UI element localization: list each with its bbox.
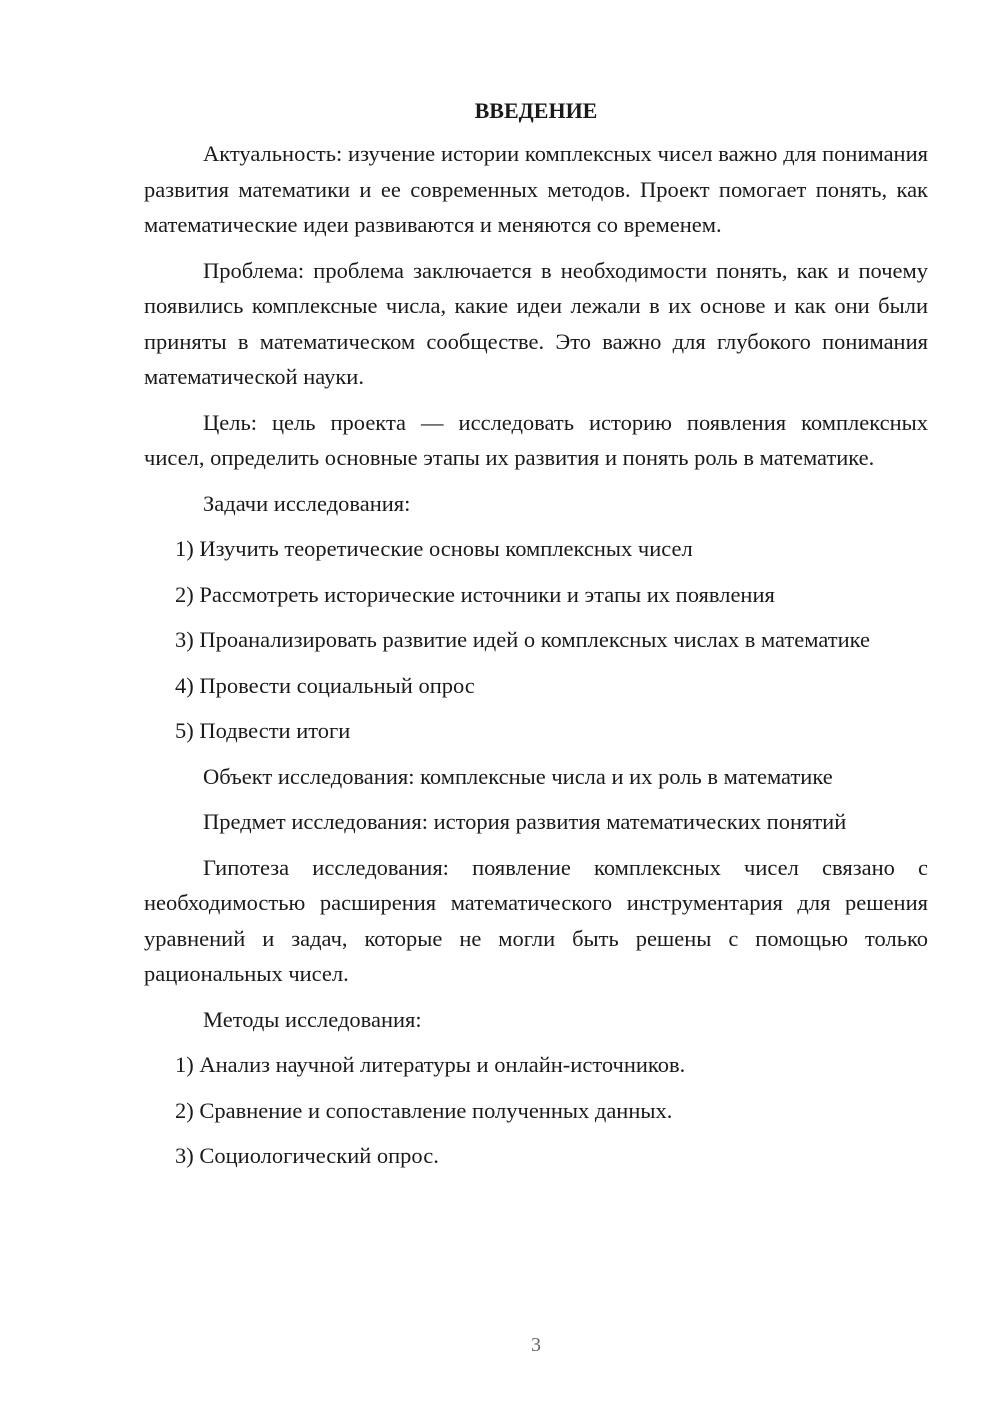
- page-content: [144, 96, 928, 1184]
- methods-title: Методы исследования:: [203, 1006, 422, 1032]
- task-item: 3) Проанализировать развитие идей о комплексных числах в математике: [175, 627, 870, 652]
- task-item: 1) Изучить теоретические основы комплексных чисел: [175, 536, 693, 561]
- tasks-title: Задачи исследования:: [203, 490, 411, 516]
- section-heading: ВВЕДЕНИЕ: [474, 98, 598, 123]
- task-item: 4) Провести социальный опрос: [175, 672, 475, 698]
- hypothesis-paragraph: Гипотеза исследования: появление комплексных чисел связано с необходимостью расширения математического инструментария для решения уравнений и задач, которые не могли быть решены с помощью только рациональных чисел.: [144, 854, 928, 986]
- method-item: 2) Сравнение и сопоставление полученных данных.: [175, 1097, 673, 1123]
- page-number: 3: [531, 1334, 541, 1356]
- relevance-paragraph: Актуальность: изучение истории комплексных чисел важно для понимания развития математики и ее современных методов. Проект помогает понять, как математические идеи развиваются и меняются со временем.: [144, 141, 928, 237]
- method-item: 1) Анализ научной литературы и онлайн-источников.: [175, 1052, 686, 1077]
- goal-paragraph: Цель: цель проекта — исследовать историю появления комплексных чисел, определить основные этапы их развития и понять роль в математике.: [144, 409, 928, 470]
- subject-paragraph: Предмет исследования: история развития математических понятий: [203, 809, 847, 834]
- object-paragraph: Объект исследования: комплексные числа и их роль в математике: [203, 763, 833, 789]
- task-item: 5) Подвести итоги: [175, 718, 351, 743]
- method-item: 3) Социологический опрос.: [175, 1143, 439, 1168]
- problem-paragraph: Проблема: проблема заключается в необходимости понять, как и почему появились комплексные числа, какие идеи лежали в их основе и как они были приняты в математическом сообществе. Это важно для глубокого понимания математической науки.: [144, 257, 928, 389]
- task-item: 2) Рассмотреть исторические источники и этапы их появления: [175, 581, 775, 607]
